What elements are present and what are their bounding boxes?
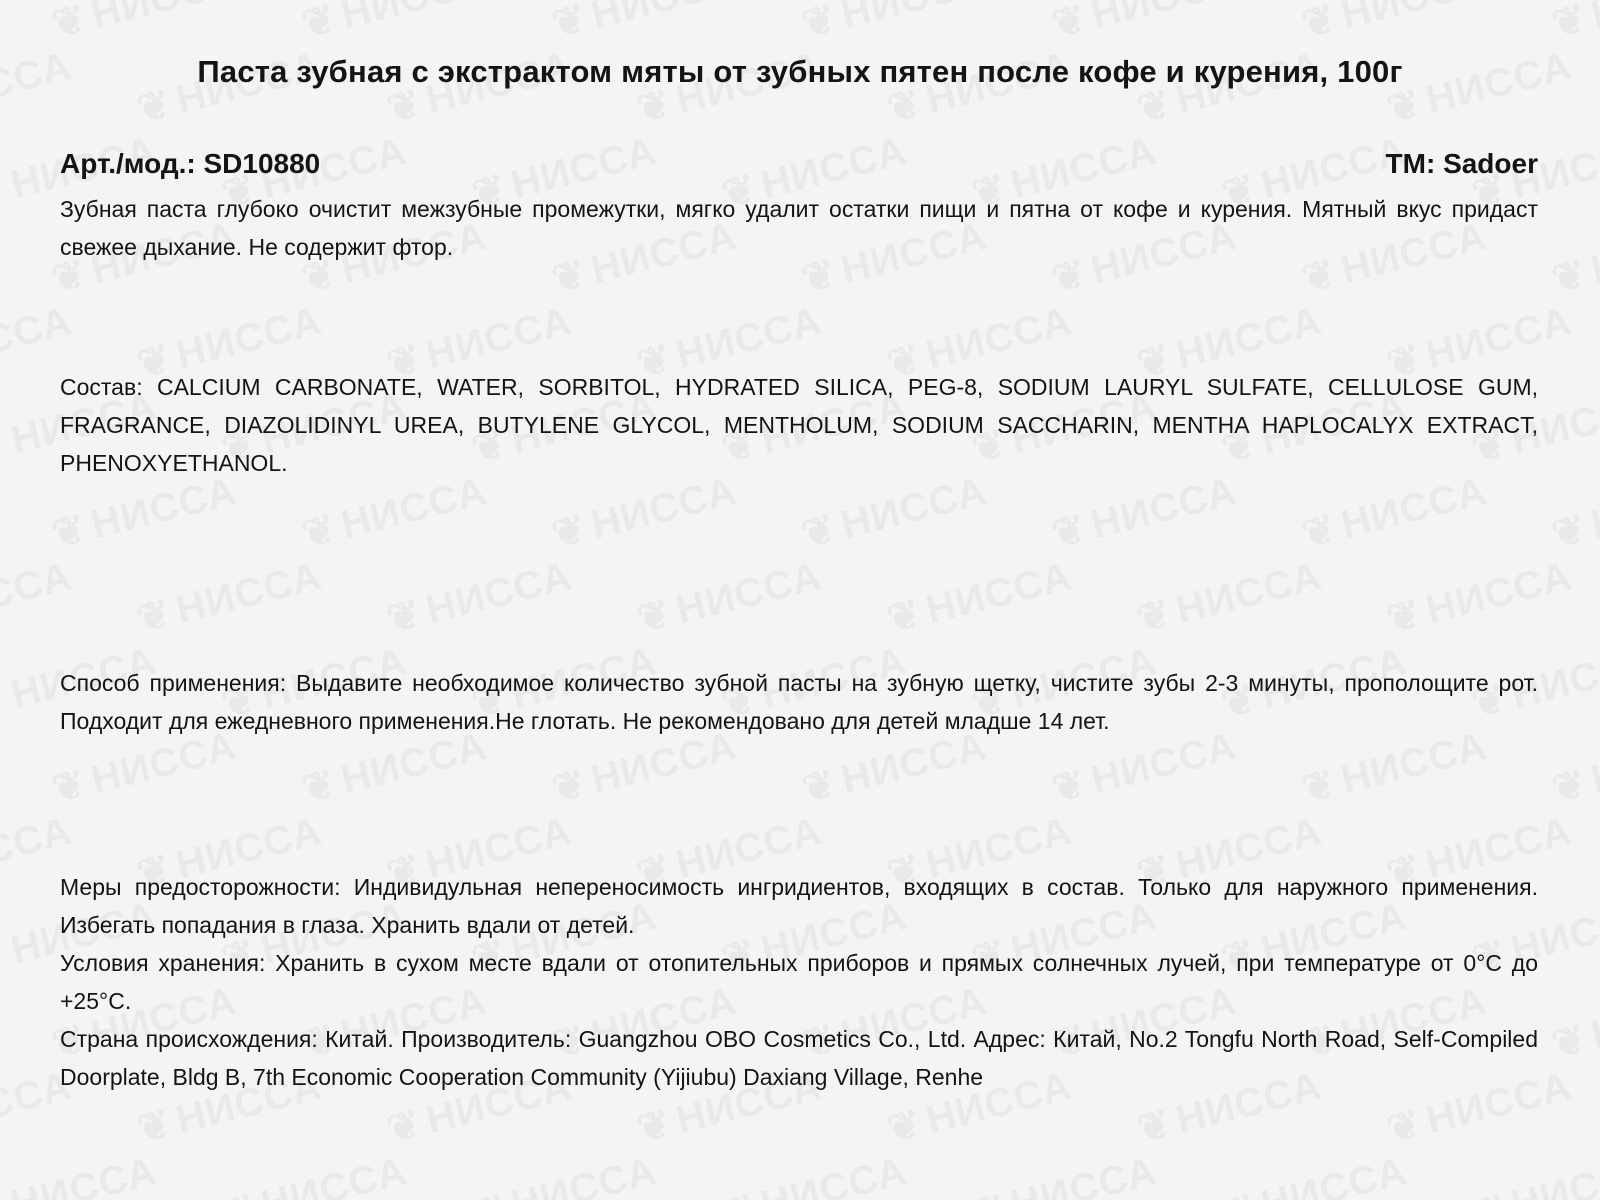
nissa-logo-icon bbox=[1547, 0, 1592, 48]
watermark-mark bbox=[132, 553, 326, 643]
trademark: ТМ: Sadoer bbox=[1385, 148, 1538, 179]
watermark-text bbox=[587, 0, 742, 37]
nissa-logo-icon bbox=[47, 505, 92, 558]
nissa-logo-icon bbox=[1132, 590, 1177, 643]
watermark-text bbox=[257, 1149, 412, 1200]
nissa-logo-icon bbox=[1382, 1100, 1427, 1153]
watermark-mark bbox=[0, 553, 77, 643]
watermark-mark bbox=[967, 1148, 1161, 1200]
origin-manufacturer: Страна происхождения: Китай. Производитель: Guangzhou OBO Cosmetics Co., Ltd. Адрес: Китай, No.2 Tongfu North Road, Self-Compiled Doorplate, Bldg B, 7th Economic Cooperation Community (Yijiubu) Daxiang Village, Renhe bbox=[60, 1026, 1538, 1090]
watermark-text bbox=[7, 1149, 162, 1200]
nissa-logo-icon bbox=[547, 0, 592, 48]
nissa-logo-icon bbox=[47, 0, 92, 48]
nissa-logo-icon bbox=[882, 590, 927, 643]
watermark-mark bbox=[547, 0, 741, 48]
watermark-text bbox=[672, 554, 827, 633]
watermark-text bbox=[1587, 0, 1600, 37]
watermark-mark bbox=[1047, 0, 1241, 48]
watermark-mark bbox=[632, 553, 826, 643]
watermark-mark bbox=[717, 1148, 911, 1200]
nissa-logo-icon bbox=[632, 1100, 677, 1153]
nissa-logo-icon bbox=[1217, 1185, 1262, 1200]
watermark-text bbox=[1507, 1149, 1600, 1200]
nissa-logo-icon bbox=[1297, 505, 1342, 558]
watermark-text bbox=[1007, 1149, 1162, 1200]
watermark-text bbox=[1087, 0, 1242, 37]
nissa-logo-icon bbox=[797, 760, 842, 813]
nissa-logo-icon bbox=[297, 0, 342, 48]
watermark-text bbox=[337, 0, 492, 37]
watermark-text bbox=[0, 44, 76, 123]
watermark-text bbox=[1587, 214, 1600, 293]
watermark-mark bbox=[297, 0, 491, 48]
nissa-logo-icon bbox=[797, 0, 842, 48]
watermark-mark bbox=[1547, 213, 1600, 303]
watermark-text bbox=[422, 554, 577, 633]
watermark-text bbox=[0, 554, 76, 633]
nissa-logo-icon bbox=[0, 165, 12, 218]
nissa-logo-icon bbox=[0, 1185, 12, 1200]
nissa-logo-icon bbox=[632, 590, 677, 643]
watermark-text bbox=[422, 299, 577, 378]
nissa-logo-icon bbox=[547, 505, 592, 558]
watermark-mark bbox=[1547, 723, 1600, 813]
precautions-text: Меры предосторожности: Индивидульная непереносимость ингридиентов, входящих в состав. Только для наружного применения. Избегать попадания в глаза. Хранить вдали от детей. bbox=[60, 874, 1538, 938]
nissa-logo-icon bbox=[0, 930, 12, 983]
watermark-mark bbox=[467, 1148, 661, 1200]
nissa-logo-icon bbox=[1297, 760, 1342, 813]
nissa-logo-icon bbox=[1297, 0, 1342, 48]
watermark-text bbox=[1587, 979, 1600, 1058]
nissa-logo-icon bbox=[717, 1185, 762, 1200]
nissa-logo-icon bbox=[467, 1185, 512, 1200]
watermark-mark bbox=[382, 553, 576, 643]
nissa-logo-icon bbox=[0, 675, 12, 728]
storage-conditions: Условия хранения: Хранить в сухом месте вдали от отопительных приборов и прямых солнечных лучей, при температуре от 0°C до +25°C. bbox=[60, 950, 1538, 1014]
watermark-text bbox=[1337, 0, 1492, 37]
nissa-logo-icon bbox=[882, 1100, 927, 1153]
watermark-text bbox=[1422, 554, 1577, 633]
nissa-logo-icon bbox=[132, 1100, 177, 1153]
product-description: Зубная паста глубоко очистит межзубные промежутки, мягко удалит остатки пищи и пятна от кофе и курения. Мятный вкус придаст свежее дыхание. Не содержит фтор. bbox=[60, 196, 1538, 260]
nissa-logo-icon bbox=[382, 1100, 427, 1153]
watermark-text bbox=[757, 1149, 912, 1200]
watermark-text bbox=[1587, 469, 1600, 548]
watermark-text bbox=[922, 554, 1077, 633]
nissa-logo-icon bbox=[547, 760, 592, 813]
nissa-logo-icon bbox=[1132, 1100, 1177, 1153]
watermark-mark bbox=[1467, 1148, 1600, 1200]
nissa-logo-icon bbox=[47, 760, 92, 813]
product-meta-row bbox=[60, 148, 1538, 180]
nissa-logo-icon bbox=[1547, 760, 1592, 813]
nissa-logo-icon bbox=[1547, 250, 1592, 303]
nissa-logo-icon bbox=[1047, 0, 1092, 48]
nissa-logo-icon bbox=[967, 1185, 1012, 1200]
composition-text: Состав: CALCIUM CARBONATE, WATER, SORBITOL, HYDRATED SILICA, PEG-8, SODIUM LAURYL SULFATE, CELLULOSE GUM, FRAGRANCE, DIAZOLIDINYL UREA, BUTYLENE GLYCOL, MENTHOLUM, SODIUM SACCHARIN, MENTHA HAPLOCALYX EXTRACT, PHENOXYETHANOL. bbox=[60, 374, 1538, 476]
watermark-text bbox=[1172, 299, 1327, 378]
watermark-text bbox=[507, 1149, 662, 1200]
nissa-logo-icon bbox=[132, 590, 177, 643]
watermark-mark bbox=[47, 0, 241, 48]
nissa-logo-icon bbox=[0, 420, 12, 473]
watermark-text bbox=[837, 0, 992, 37]
watermark-text bbox=[1587, 724, 1600, 803]
nissa-logo-icon bbox=[297, 505, 342, 558]
nissa-logo-icon bbox=[297, 760, 342, 813]
watermark-text bbox=[1257, 1149, 1412, 1200]
watermark-text bbox=[1422, 299, 1577, 378]
nissa-logo-icon bbox=[1047, 760, 1092, 813]
watermark-mark bbox=[882, 553, 1076, 643]
watermark-mark bbox=[1132, 553, 1326, 643]
watermark-mark bbox=[1547, 978, 1600, 1068]
article-number: Арт./мод.: SD10880 bbox=[60, 148, 321, 179]
product-title: Паста зубная с экстрактом мяты от зубных пятен после кофе и курения, 100г bbox=[197, 54, 1403, 89]
nissa-logo-icon bbox=[1467, 1185, 1512, 1200]
nissa-logo-icon bbox=[382, 590, 427, 643]
watermark-mark bbox=[1297, 0, 1491, 48]
nissa-logo-icon bbox=[1382, 590, 1427, 643]
nissa-logo-icon bbox=[1047, 505, 1092, 558]
nissa-logo-icon bbox=[217, 1185, 262, 1200]
watermark-text bbox=[87, 0, 242, 37]
watermark-text bbox=[672, 299, 827, 378]
watermark-mark bbox=[797, 0, 991, 48]
watermark-text bbox=[922, 299, 1077, 378]
watermark-mark bbox=[1547, 0, 1600, 48]
watermark-mark bbox=[1217, 1148, 1411, 1200]
watermark-mark bbox=[1382, 553, 1576, 643]
nissa-logo-icon bbox=[1547, 1015, 1592, 1068]
watermark-text bbox=[172, 554, 327, 633]
watermark-mark bbox=[0, 1148, 162, 1200]
watermark-text bbox=[0, 299, 76, 378]
watermark-text bbox=[172, 299, 327, 378]
usage-instructions: Способ применения: Выдавите необходимое количество зубной пасты на зубную щетку, чистите зубы 2-3 минуты, прополощите рот. Подходит для ежедневного применения.Не глотать. Не рекомендовано для детей младше 14 лет. bbox=[60, 670, 1538, 734]
watermark-mark bbox=[1547, 468, 1600, 558]
nissa-logo-icon bbox=[1547, 505, 1592, 558]
nissa-logo-icon bbox=[797, 505, 842, 558]
watermark-mark bbox=[0, 43, 77, 133]
watermark-text bbox=[1172, 554, 1327, 633]
watermark-mark bbox=[217, 1148, 411, 1200]
